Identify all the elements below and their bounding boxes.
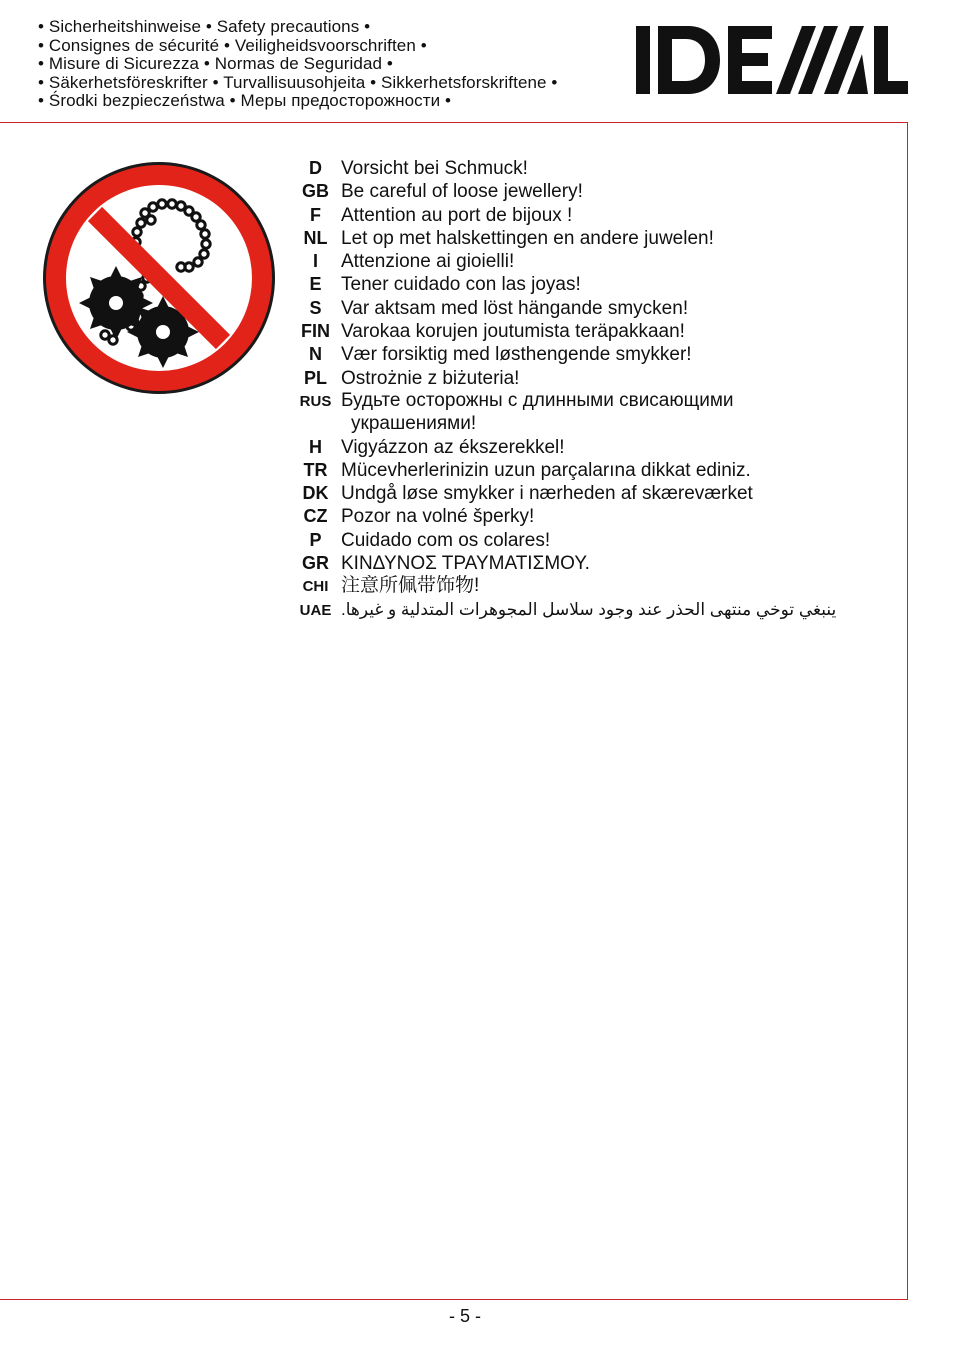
language-code: N [309, 344, 322, 365]
ideal-logo [636, 26, 908, 94]
language-code: NL [303, 227, 328, 248]
header-line: • Sicherheitshinweise • Safety precautions • [38, 17, 371, 36]
warning-text: Attention au port de bijoux ! [341, 204, 573, 226]
warning-text: Be careful of loose jewellery! [341, 181, 583, 203]
warning-row-e [290, 273, 890, 296]
no-loose-jewellery-prohibition-sign [41, 160, 277, 396]
warning-text: ينبغي توخي منتهى الحذر عند وجود سلاسل المجوهرات المتدلية و غيرها. [341, 599, 837, 619]
warning-text: Var aktsam med löst hängande smycken! [341, 297, 689, 319]
warning-text: Undgå løse smykker i nærheden af skæreværket [341, 483, 753, 505]
warning-text: Ostrożnie z biżuteria! [341, 367, 520, 389]
language-code: D [309, 158, 322, 178]
warning-row-uae [290, 599, 890, 622]
warning-text: Tener cuidado con las joyas! [341, 274, 581, 296]
warning-row-d [290, 157, 890, 180]
language-code: RUS [299, 392, 332, 410]
language-code: GR [302, 553, 329, 574]
warning-row-rus-continuation [290, 413, 890, 435]
warning-row-rus [290, 390, 890, 413]
header-line: • Consignes de sécurité • Veiligheidsvoorschriften • [38, 35, 427, 55]
language-code: TR [303, 459, 328, 480]
page-number: - 5 - [448, 1306, 481, 1326]
warning-row-dk [290, 482, 890, 505]
header-line: • Säkerhetsföreskrifter • Turvallisuusohjeita • Sikkerhetsforskriftene • [38, 72, 558, 92]
warning-text: Attenzione ai gioielli! [341, 251, 515, 273]
language-code: P [309, 529, 322, 550]
language-code: E [309, 274, 322, 295]
warning-text: ΚΙΝΔΥΝΟΣ ΤΡΑΥΜΑΤΙΣΜΟΥ. [341, 553, 590, 575]
warning-text: Будьте осторожны с длинными свисающими [341, 389, 734, 411]
warning-text: 注意所佩带饰物! [341, 575, 480, 597]
language-code: H [309, 436, 322, 457]
warning-row-p [290, 529, 890, 552]
warning-text: Vær forsiktig med løsthengende smykker! [341, 344, 692, 366]
warning-text: Vorsicht bei Schmuck! [341, 158, 528, 179]
warning-row-gb [290, 180, 890, 203]
warning-text: Let op met halskettingen en andere juwelen! [341, 227, 714, 249]
language-code: F [310, 204, 321, 225]
warning-row-nl [290, 227, 890, 250]
language-code: FIN [301, 321, 330, 342]
warning-row-s [290, 297, 890, 320]
warning-row-chi [290, 575, 890, 598]
warning-row-n [290, 343, 890, 366]
warning-row-cz [290, 505, 890, 528]
language-code: DK [302, 483, 329, 504]
warning-row-h [290, 436, 890, 459]
warning-text: Mücevherlerinizin uzun parçalarına dikkat ediniz. [341, 459, 751, 481]
safety-precautions-header [38, 18, 638, 111]
warning-text: Pozor na volné šperky! [341, 506, 535, 528]
header-line: • Misure di Sicurezza • Normas de Seguridad • [38, 54, 393, 73]
language-code: S [309, 297, 322, 318]
warning-text: Vigyázzon az ékszerekkel! [341, 436, 565, 458]
warning-text-continuation: украшениями! [351, 413, 477, 435]
warning-row-i [290, 250, 890, 273]
language-code: UAE [299, 601, 332, 619]
language-code: CHI [302, 578, 329, 596]
warning-text: Cuidado com os colares! [341, 529, 551, 551]
language-code: I [312, 251, 318, 272]
header-line: • Środki bezpieczeństwa • Меры предосторожности • [38, 91, 452, 110]
language-code: CZ [303, 506, 328, 527]
jewellery-warning-list [290, 157, 890, 622]
warning-row-fin [290, 320, 890, 343]
warning-row-gr [290, 552, 890, 575]
warning-row-tr [290, 459, 890, 482]
language-code: PL [303, 367, 327, 388]
language-code: GB [302, 181, 329, 202]
warning-row-pl [290, 367, 890, 390]
warning-text: Varokaa korujen joutumista teräpakkaan! [341, 321, 685, 343]
warning-row-f [290, 204, 890, 227]
